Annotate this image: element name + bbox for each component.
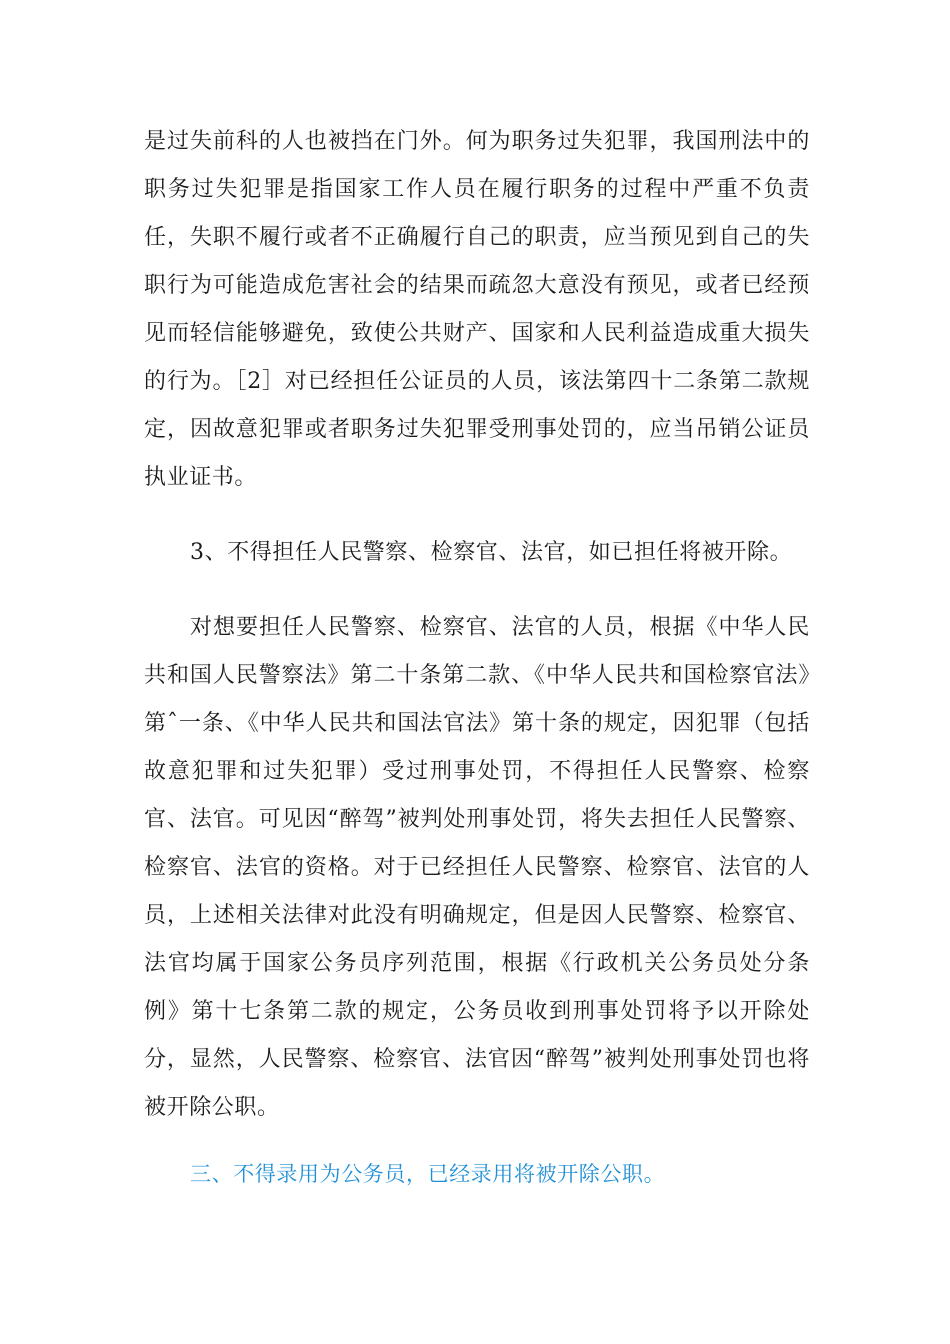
document-page bbox=[144, 118, 810, 1198]
paragraph-gap bbox=[144, 502, 810, 529]
section-heading: 三、不得录用为公务员，已经录用将被开除公职。 bbox=[190, 1162, 666, 1186]
paragraph-gap bbox=[144, 1132, 810, 1150]
body-paragraph-2: 3、不得担任人民警察、检察官、法官，如已担任将被开除。 bbox=[190, 540, 793, 565]
body-paragraph-1: 是过失前科的人也被挡在门外。何为职务过失犯罪，我国刑法中的职务过失犯罪是指国家工作人员在履行职务的过程中严重不负责任，失职不履行或者不正确履行自己的职责，应当预见到自己的失职行为可能造成危害社会的结果而疏忽大意没有预见，或者已经预见而轻信能够避免，致使公共财产、国家和人民利益造成重大损失的行为。［2］对已经担任公证员的人员，该法第四十二条第二款规定，因故意犯罪或者职务过失犯罪受刑事处罚的，应当吊销公证员执业证书。 bbox=[144, 129, 810, 490]
body-paragraph-3: 对想要担任人民警察、检察官、法官的人员，根据《中华人民共和国人民警察法》第二十条第二款、《中华人民共和国检察官法》第ˆ一条、《中华人民共和国法官法》第十条的规定，因犯罪（包括故意犯罪和过失犯罪）受过刑事处罚，不得担任人民警察、检察官、法官。可见因“醉驾”被判处刑事处罚，将失去担任人民警察、检察官、法官的资格。对于已经担任人民警察、检察官、法官的人员，上述相关法律对此没有明确规定，但是因人民警察、检察官、法官均属于国家公务员序列范围，根据《行政机关公务员处分条例》第十七条第二款的规定，公务员收到刑事处罚将予以开除处分，显然，人民警察、检察官、法官因“醉驾”被判处刑事处罚也将被开除公职。 bbox=[144, 615, 810, 1120]
paragraph-gap bbox=[144, 577, 810, 604]
